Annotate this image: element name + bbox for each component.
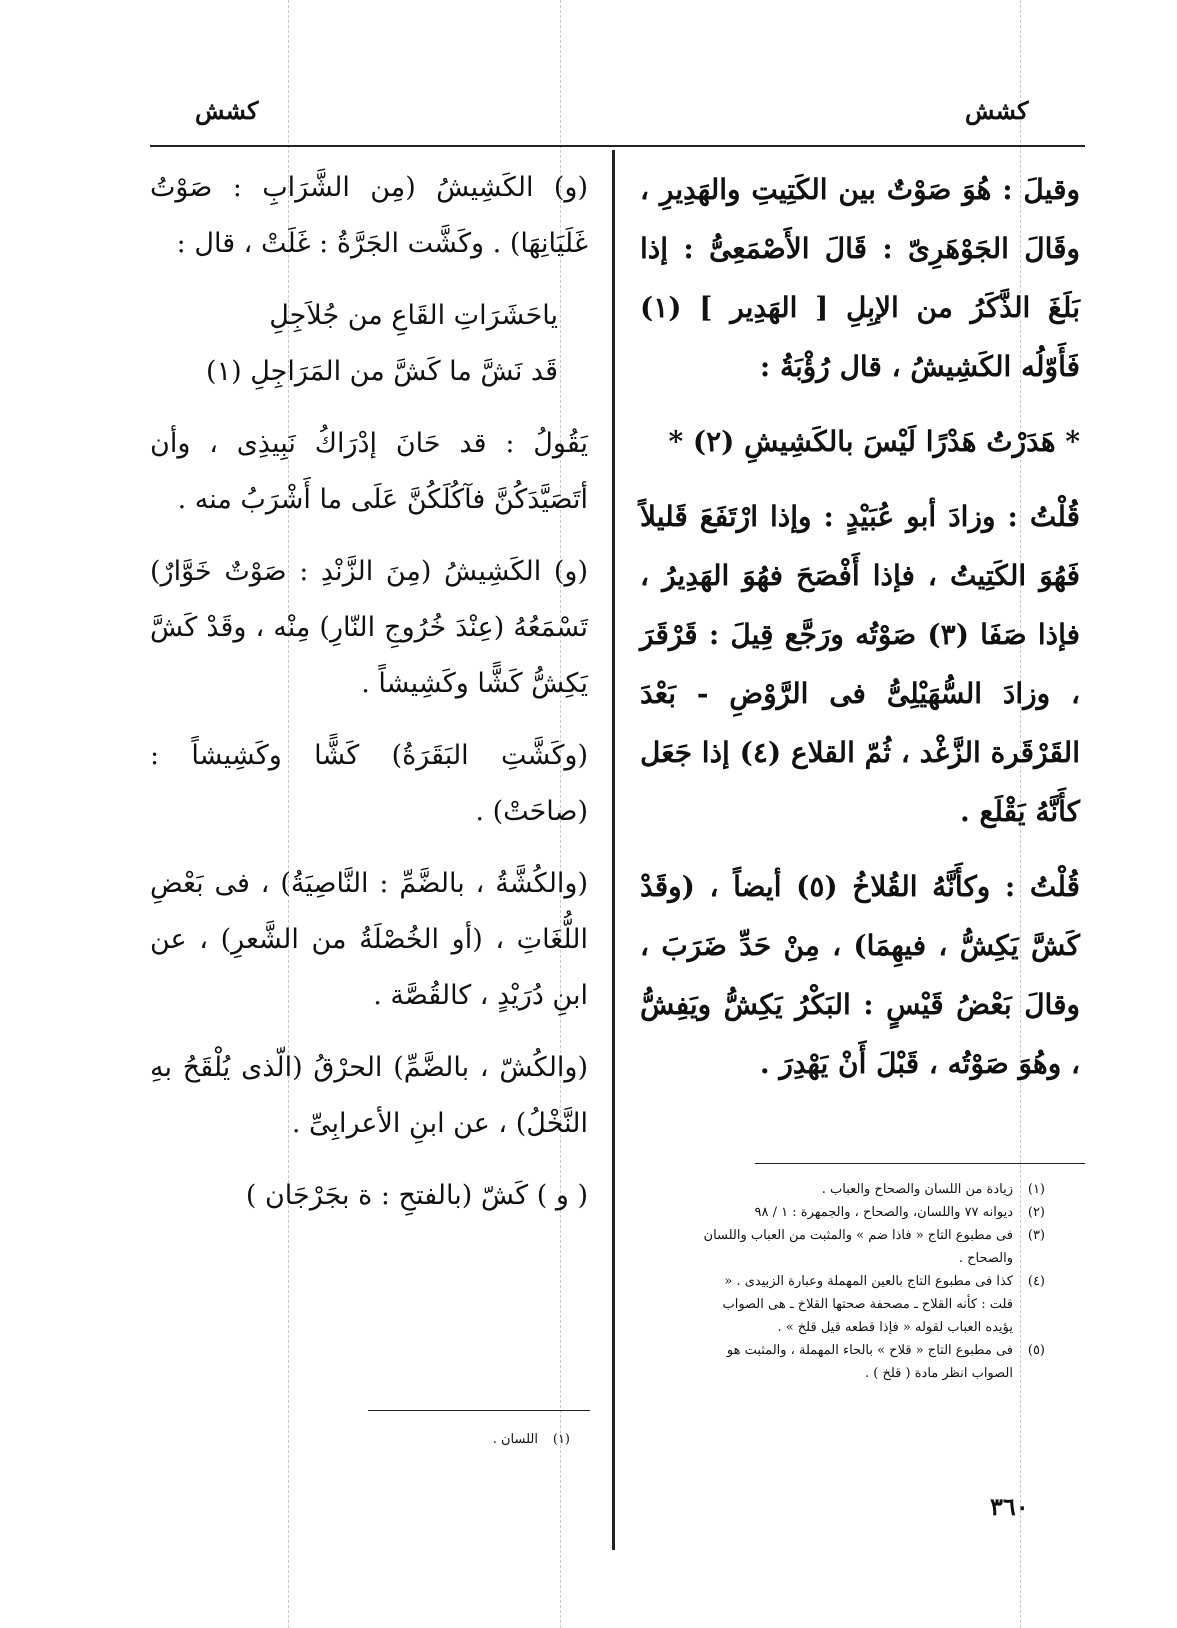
footnote [700,1201,1045,1224]
footnote [700,1339,1045,1385]
footnote-number: (٥) [1027,1343,1045,1358]
paragraph: (والكُشّ ، بالضَّمِّ) الحرْقُ (الّذى يُلْقَحُ بهِ النَّخْلُ) ، عن ابنِ الأعرابِىِّ . [150,1052,588,1139]
page-number: ٣٦٠ [990,1492,1029,1521]
footnote-number: (١) [552,1432,570,1447]
left-column [150,160,588,1240]
footnote-text: ديوانه ٧٧ واللسان، والصحاح ، والجمهرة : ١ / ٩٨ [754,1205,1013,1220]
footnote [700,1178,1045,1201]
paragraph: (و) الكَشِيشُ (مِن الشَّرَابِ : صَوْتُ غَلَيَانِهَا) . وكَشَّت الجَرَّةُ : غَلَتْ ، قال : [150,172,588,259]
right-column [640,160,1080,1109]
column-divider [612,150,615,1550]
paragraph: قُلْتُ : وكأَنَّهُ القُلاخُ (٥) أيضاً ، (وقَدْ كَشَّ يَكِشُّ ، فيهِمَا) ، مِنْ حَدِّ ضَرَبَ ، وقالَ بَعْضُ قَيْسٍ : البَكْرُ يَكِشُّ ويَفِشُّ ، وهُوَ صَوْتُه ، قَبْلَ أَنْ يَهْدِرَ . [640,870,1080,1080]
footnote-rule [368,1410,590,1411]
footnotes-right [700,1178,1045,1385]
footnote-text: اللسان . [492,1432,538,1447]
footnote [700,1270,1045,1339]
footnote-number: (٢) [1027,1205,1045,1220]
footnote-text: زيادة من اللسان والصحاح والعباب . [821,1182,1013,1197]
footnote-text: فى مطبوع التاج « قلاح » بالحاء المهملة ، والمثبت هو الصواب انظر مادة ( قلخ ) . [726,1343,1013,1381]
footnote-rule [755,1163,1085,1164]
running-header-left: كشش [195,96,259,125]
verse-line: * هَدَرْتُ هَدْرًا لَيْسَ بالكَشِيشِ (٢) * [668,425,1080,458]
verse-line: ياحَشَرَاتِ القَاعِ من جُلاَجِلِ [269,300,558,331]
footnote [380,1428,570,1451]
footnote-text: كذا فى مطبوع التاج بالعين المهملة وعبارة الزبيدى . « قلت : كأنه القلاح ـ مصحفة صحتها القلاخ ـ هى الصواب يؤيده العباب لقوله « فإذا قطعه قيل قلخ » . [722,1274,1013,1335]
header-rule [150,145,1085,147]
footnote [700,1224,1045,1270]
paragraph: يَقُولُ : قد حَانَ إدْرَاكُ نَبِيذِى ، وأن أتَصَيَّدَكُنَّ فآكُلَكُنَّ عَلَى ما أَشْرَبُ منه . [150,428,588,515]
paragraph: وقيلَ : هُوَ صَوْتٌ بين الكَتِيتِ والهَدِيرِ ، وقَالَ الجَوْهَرِىّ : قَالَ الأَصْمَعِىُّ : إذا بَلَغَ الذَّكَرُ من الإبِلِ [ الهَدِير ] (١) فَأَوّلُه الكَشِيشُ ، قال رُؤْبَةُ : [640,173,1080,383]
paragraph: ( و ) كَشّ (بالفتحِ : ة بجَرْجَان ) [245,1180,588,1211]
running-header-right: كشش [965,96,1029,125]
paragraph: قُلْتُ : وزادَ أبو عُبَيْدٍ : وإذا ارْتَفَعَ قَليلاً فَهُوَ الكَتِيتُ ، فإذا أَفْصَحَ فهُوَ الهَدِيرُ ، فإذا صَفَا (٣) صَوْتُه ورَجَّع قِيلَ : قَرْقَرَ ، وزادَ السُّهَيْلِىُّ فى الرَّوْضِ - بَعْدَ القَرْقَرة الزَّغْد ، ثُمّ القلاع (٤) إذا جَعَل كأَنَّهُ يَقْلَع . [640,500,1080,828]
paragraph: (و) الكَشِيشُ (مِنَ الزَّنْدِ : صَوْتٌ خَوَّارٌ) تَسْمَعُهُ (عِنْدَ خُرُوجِ النّارِ) مِنْه ، وقَدْ كَشَّ يَكِشُّ كَشًّا وكَشِيشاً . [150,556,588,699]
paragraph: (والكُشَّةُ ، بالضَّمِّ : النَّاصِيَةُ) ، فى بَعْضِ اللُّغَاتِ ، (أو الخُصْلَةُ من الشَّعرِ) ، عن ابنِ دُرَيْدٍ ، كالقُصَّة . [150,868,588,1011]
footnote-number: (٣) [1027,1228,1045,1243]
verse-line: قَد نَشَّ ما كَشَّ من المَرَاجِلِ (١) [206,356,558,387]
paragraph: (وكَشَّتِ البَقَرَةُ) كَشًّا وكَشِيشاً : (صاحَتْ) . [150,740,588,827]
footnote-number: (٤) [1027,1274,1045,1289]
footnotes-left [380,1428,570,1451]
footnote-number: (١) [1027,1182,1045,1197]
footnote-text: فى مطبوع التاج « فاذا ضم » والمثبت من العباب واللسان والصحاح . [703,1228,1013,1266]
